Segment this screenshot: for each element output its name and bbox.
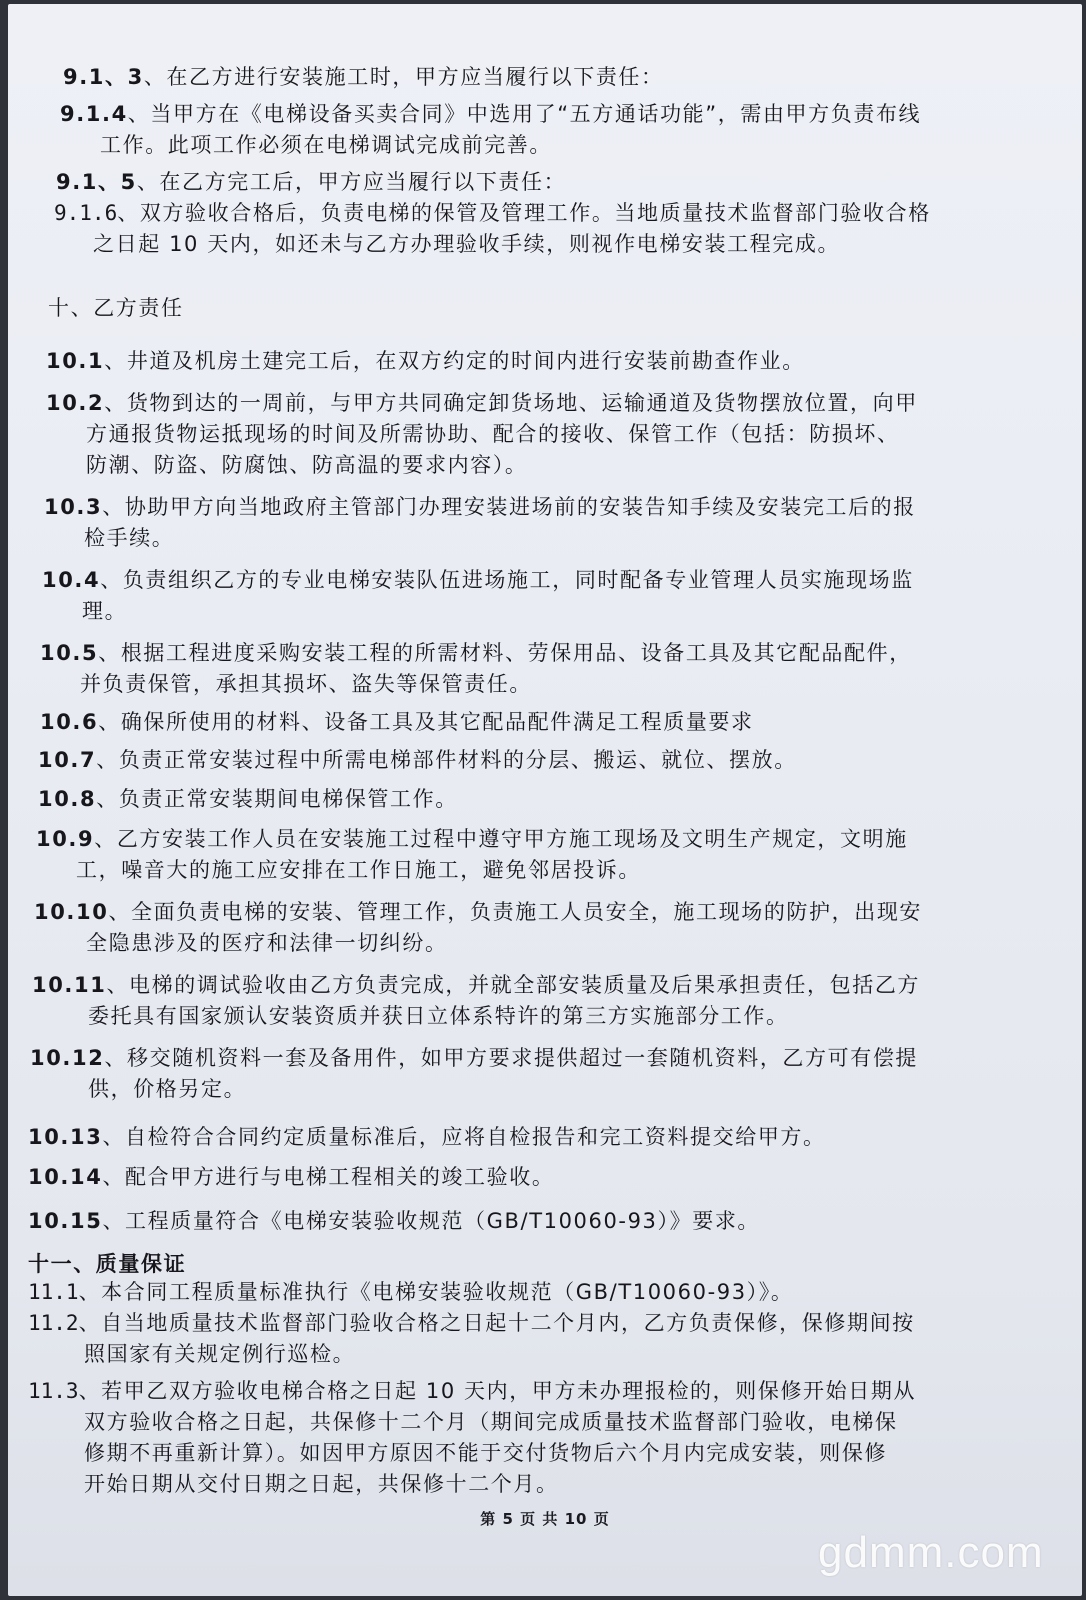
clause-text: 照国家有关规定例行巡检。 [84,1342,356,1366]
clause-number: 9.1、5 [56,170,137,194]
clause-number: 10.8 [38,787,97,811]
text-line [56,169,566,195]
clause-text: 、在乙方完工后，甲方应当履行以下责任： [136,170,567,194]
clause-text: 十一、质量保证 [28,1252,187,1276]
clause-text: 、移交随机资料一套及备用件，如甲方要求提供超过一套随机资料，乙方可有偿提 [104,1046,919,1070]
text-line [46,348,805,374]
clause-text: 开始日期从交付日期之日起，共保修十二个月。 [84,1472,559,1496]
clause-text: 、当甲方在《电梯设备买卖合同》中选用了“五方通话功能”，需由甲方负责布线 [127,102,922,126]
text-line [82,598,127,624]
clause-text: 工作。此项工作必须在电梯调试完成前完善。 [100,133,552,157]
clause-number: 10.4 [42,568,101,592]
watermark: gdmm.com [818,1528,1044,1577]
text-line [28,1124,826,1150]
clause-text: 、乙方安装工作人员在安装施工过程中遵守甲方施工现场及文明生产规定，文明施 [94,827,908,851]
document-page [8,4,1082,1596]
text-line [38,747,797,773]
text-line [38,786,458,812]
clause-text: 、负责组织乙方的专业电梯安装队伍进场施工，同时配备专业管理人员实施现场监 [100,568,914,592]
clause-text: 、井道及机房土建完工后，在双方约定的时间内进行安装前勘查作业。 [104,349,805,373]
clause-text: 、根据工程进度采购安装工程的所需材料、劳保用品、设备工具及其它配品配件， [98,641,912,665]
text-line [40,709,754,735]
clause-text: 、全面负责电梯的安装、管理工作，负责施工人员安全，施工现场的防护，出现安 [108,900,923,924]
clause-text: 防潮、防盗、防腐蚀、防高温的要求内容）。 [86,453,528,477]
clause-number: 10.10 [34,900,109,924]
text-line [76,857,641,883]
clause-text: 、双方验收合格后，负责电梯的保管及管理工作。当地质量技术监督部门验收合格 [117,201,931,225]
clause-text: 理。 [82,599,128,623]
text-line [30,1045,918,1071]
text-line [80,671,532,697]
clause-number: 10.6 [40,710,99,734]
text-line [48,295,184,321]
text-line [32,972,920,998]
clause-text: 、协助甲方向当地政府主管部门办理安装进场前的安装告知手续及安装完工后的报 [102,495,916,519]
clause-number: 10.9 [36,827,95,851]
clause-text: 并负责保管，承担其损坏、盗失等保管责任。 [80,672,532,696]
text-line [84,1440,887,1466]
clause-text: 修期不再重新计算）。如因甲方原因不能于交付货物后六个月内完成安装，则保修 [84,1441,888,1465]
clause-number: 10.14 [28,1165,103,1189]
text-line [36,826,908,852]
clause-text: 、确保所使用的材料、设备工具及其它配品配件满足工程质量要求 [98,710,754,734]
text-line [40,640,912,666]
clause-text: 、负责正常安装期间电梯保管工作。 [96,787,458,811]
text-line [28,1378,916,1404]
text-line [28,1251,186,1277]
clause-text: 双方验收合格之日起，共保修十二个月（期间完成质量技术监督部门验收，电梯保 [84,1410,898,1434]
clause-text: 、在乙方进行安装施工时，甲方应当履行以下责任： [143,65,664,89]
clause-text: 、配合甲方进行与电梯工程相关的竣工验收。 [102,1165,555,1189]
text-line [28,1164,554,1190]
clause-text: 、自检符合合同约定质量标准后，应将自检报告和完工资料提交给甲方。 [102,1125,826,1149]
text-line [84,1341,355,1367]
text-line [86,421,900,447]
clause-number: 10.12 [30,1046,105,1070]
clause-text: 方通报货物运抵现场的时间及所需协助、配合的接收、保管工作（包括：防损坏、 [86,422,900,446]
clause-number: 11.3 [28,1379,79,1403]
clause-number: 11.2 [28,1311,79,1335]
clause-number: 10.3 [44,495,103,519]
clause-number: 10.5 [40,641,99,665]
clause-number: 9.1.6 [54,201,118,225]
text-line [84,1471,559,1497]
text-line [54,200,931,226]
clause-number: 10.7 [38,748,97,772]
clause-text: 、工程质量符合《电梯安装验收规范（GB/T10060-93）》要求。 [102,1209,761,1233]
clause-number: 9.1.4 [60,102,128,126]
clause-text: 、若甲乙双方验收电梯合格之日起 10 天内，甲方未办理报检的，则保修开始日期从 [78,1379,917,1403]
clause-text: 检手续。 [84,526,175,550]
document-body [8,4,1082,1596]
text-line [86,930,448,956]
clause-text: 、负责正常安装过程中所需电梯部件材料的分层、搬运、就位、摆放。 [96,748,797,772]
text-line [86,452,528,478]
text-line [60,101,921,127]
clause-text: 、自当地质量技术监督部门验收合格之日起十二个月内，乙方负责保修，保修期间按 [78,1311,915,1335]
text-line [46,390,918,416]
clause-number: 10.13 [28,1125,103,1149]
clause-number: 10.15 [28,1209,103,1233]
clause-text: 、本合同工程质量标准执行《电梯安装验收规范（GB/T10060-93）》。 [78,1280,794,1304]
page-footer: 第 5 页 共 10 页 [480,1510,610,1528]
text-line [100,132,552,158]
clause-text: 、货物到达的一周前，与甲方共同确定卸货场地、运输通道及货物摆放位置，向甲 [104,391,918,415]
text-line [28,1310,915,1336]
text-line [84,1409,898,1435]
text-line [44,494,916,520]
clause-text: 工，噪音大的施工应安排在工作日施工，避免邻居投诉。 [76,858,641,882]
text-line [28,1279,793,1305]
text-line [28,1208,760,1234]
text-line [34,899,922,925]
clause-text: 十、乙方责任 [48,296,184,320]
clause-number: 10.11 [32,973,107,997]
text-line [63,64,664,90]
text-line [88,1076,246,1102]
clause-text: 全隐患涉及的医疗和法律一切纠纷。 [86,931,448,955]
clause-number: 11.1 [28,1280,79,1304]
text-line [84,525,174,551]
clause-text: 、电梯的调试验收由乙方负责完成，并就全部安装质量及后果承担责任，包括乙方 [106,973,921,997]
clause-number: 10.2 [46,391,105,415]
clause-number: 9.1、3 [63,65,144,89]
text-line [42,567,914,593]
clause-text: 供，价格另定。 [88,1077,247,1101]
clause-text: 之日起 10 天内，如还未与乙方办理验收手续，则视作电梯安装工程完成。 [93,232,841,256]
text-line [93,231,840,257]
clause-text: 委托具有国家颁认安装资质并获日立体系特许的第三方实施部分工作。 [88,1004,789,1028]
text-line [88,1003,789,1029]
clause-number: 10.1 [46,349,105,373]
